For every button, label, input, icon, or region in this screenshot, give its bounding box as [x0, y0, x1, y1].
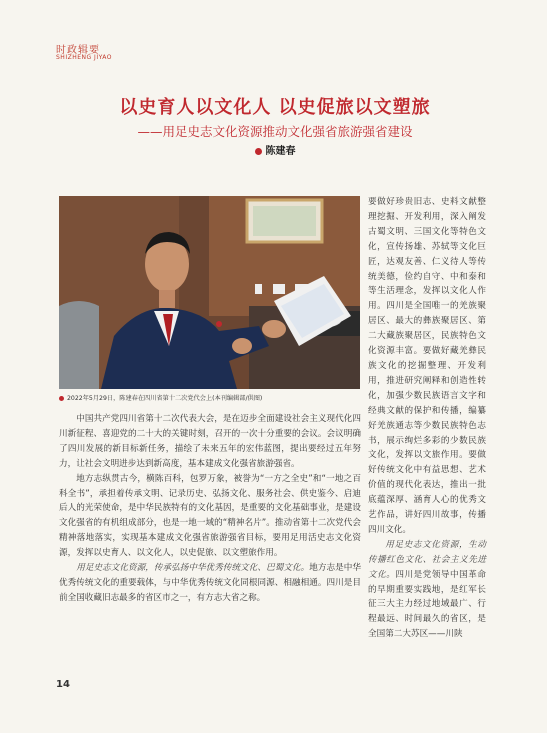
- paragraph: [59, 561, 361, 606]
- paragraph: 地方志纵贯古今，横陈百科，包罗万象，被誉为“一方之全史”和“一地之百科全书”，承担着传承文明、记录历史、弘扬文化、服务社会、供史鉴今、启迪后人的光荣使命，是中华民族特有的文化基因，是重要的文化基础事业，是建设文化强省的有机组成部分，也是一地一域的“精神名片”。推动省第十二次党代会精神落地落实，实现基本建成文化强省旅游强省目标，要用足用活史志文化资源，发挥以史育人、以文化人，以史促旅、以文塑旅作用。: [59, 473, 361, 559]
- section-label-en: SHIZHENG JIYAO: [56, 54, 113, 61]
- author-bullet-icon: [255, 148, 262, 155]
- emphasis-lead: 用足史志文化资源，生动传播红色文化、社会主义先进文化。: [368, 539, 486, 580]
- photo-caption: [59, 393, 369, 402]
- article-photo: [59, 196, 360, 389]
- caption-bullet-icon: [59, 396, 64, 401]
- photo-caption-text: 2022年5月29日，陈建春在四川省第十二次党代会上(本刊编辑部/供图): [67, 395, 263, 402]
- page-number: 14: [56, 679, 70, 690]
- paragraph: [368, 538, 486, 642]
- paragraph: 要做好珍贵旧志、史料文献整理挖掘、开发利用，深入阐发古蜀文明、三国文化等特色文化，宣传扬雄、苏轼等文化巨匠，达观友善、仁义待人等传统美德，俭约自守、中和泰和等生活理念，发挥以文化人作用。四川是全国唯一的羌族聚居区、最大的彝族聚居区、第二大藏族聚居区，民族特色文化资源丰富。要做好藏羌彝民族文化的挖掘整理、开发利用，推进研究阐释和创造性转化，加强少数民族语言文字和经典文献的保护和传播，编纂好羌族通志等少数民族特色志书，展示绚烂多彩的少数民族文化，发挥以文旅作用。要做好传统文化中有益思想、艺术价值的现代化表达，推出一批底蕴深厚、涵育人心的优秀文艺作品，讲好四川故事，传播四川文化。: [368, 197, 486, 535]
- photo-illustration: [59, 196, 360, 389]
- left-column: [59, 412, 361, 606]
- paragraph-body: 地方志是中华优秀传统文化的重要载体，与中华优秀传统文化同根同源、相融相通。四川是目前全国收藏旧志最多的省区市之一，有方志大省之称。: [59, 563, 361, 603]
- right-column: [368, 195, 486, 642]
- author-line: [60, 142, 490, 157]
- article-subtitle: ——用足史志文化资源推动文化强省旅游强省建设: [137, 124, 413, 139]
- author-name: 陈建春: [265, 146, 296, 157]
- article-title: 以史育人以文化人 以史促旅以文塑旅: [119, 97, 431, 118]
- emphasis-lead: 用足史志文化资源，传承弘扬中华优秀传统文化、巴蜀文化。: [76, 563, 310, 574]
- section-label-cn: 时政辑要: [56, 45, 100, 56]
- paragraph: 中国共产党四川省第十二次代表大会，是在迈步全面建设社会主义现代化四川新征程、喜迎党的二十大的关键时刻，召开的一次十分重要的会议。会议明确了四川发展的新目标新任务，描绘了未来五年的宏伟蓝图，提出要经过五年努力，让社会文明进步达到新高度，基本建成文化强省旅游强省。: [59, 414, 361, 469]
- paragraph-body: 四川是党领导中国革命的早期重要实践地，是红军长征三大主力经过地域最广、行程最远、时间最久的省区，是全国第二大苏区——川陕: [368, 569, 486, 640]
